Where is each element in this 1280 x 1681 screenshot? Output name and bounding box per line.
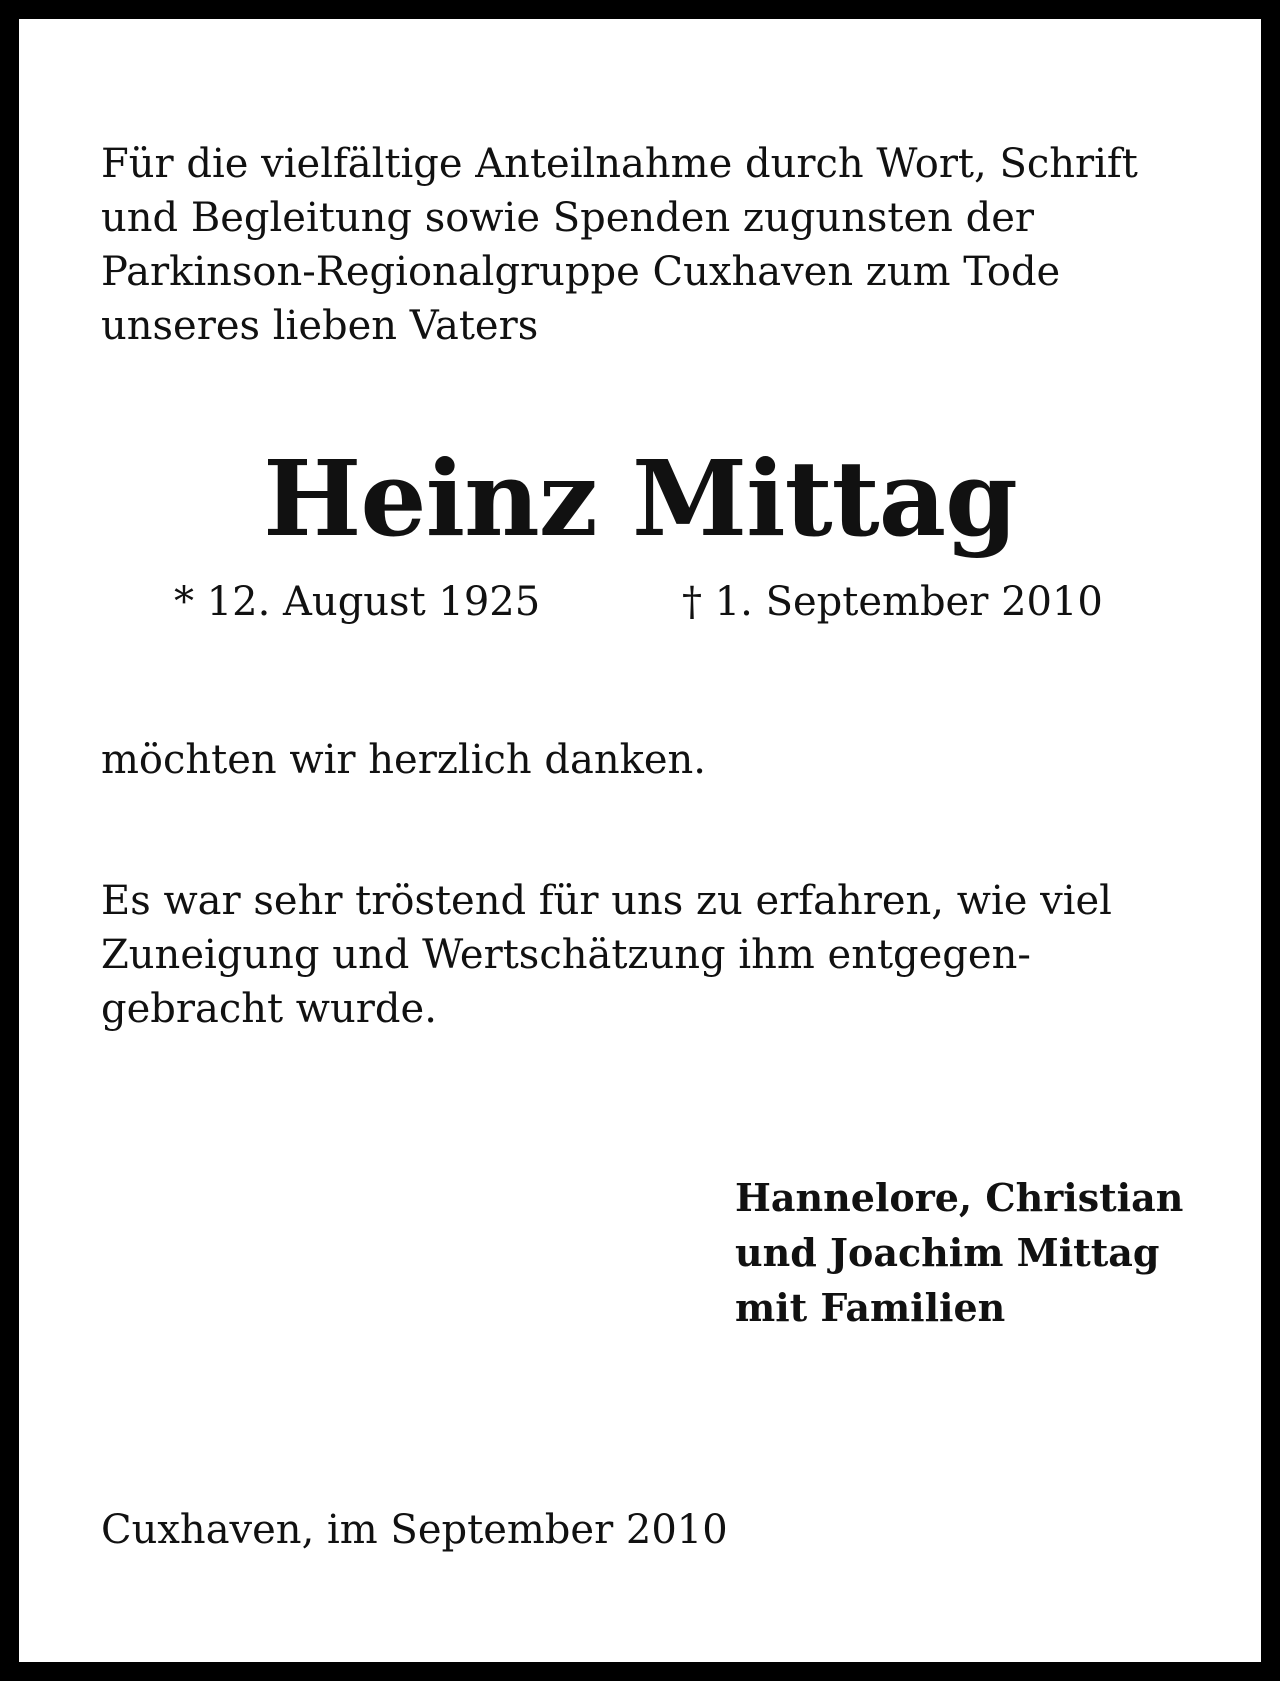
consolation-line: gebracht wurde. [101,986,437,1032]
signature-line: mit Familien [735,1285,1006,1330]
intro-line: unseres lieben Vaters [101,303,539,349]
signature-line: Hannelore, Christian [735,1175,1184,1220]
thanks-text: möchten wir herzlich danken. [101,737,706,783]
consolation-line: Zuneigung und Wertschätzung ihm entgegen- [101,932,1031,978]
signature-block [735,1170,1183,1335]
death-date: † 1. September 2010 [682,579,1103,625]
intro-line: Für die vielfältige Anteilnahme durch Wort, Schrift [101,141,1138,187]
birth-date: * 12. August 1925 [174,579,541,625]
place-date: Cuxhaven, im September 2010 [101,1507,728,1553]
intro-line: Parkinson-Regionalgruppe Cuxhaven zum Tode [101,249,1061,295]
intro-line: und Begleitung sowie Spenden zugunsten der [101,195,1035,241]
obituary-notice [19,19,1261,1662]
consolation-paragraph [101,874,1112,1036]
signature-line: und Joachim Mittag [735,1230,1160,1275]
intro-paragraph [101,137,1138,353]
consolation-line: Es war sehr tröstend für uns zu erfahren, wie viel [101,878,1112,924]
deceased-name: Heinz Mittag [263,437,1017,560]
